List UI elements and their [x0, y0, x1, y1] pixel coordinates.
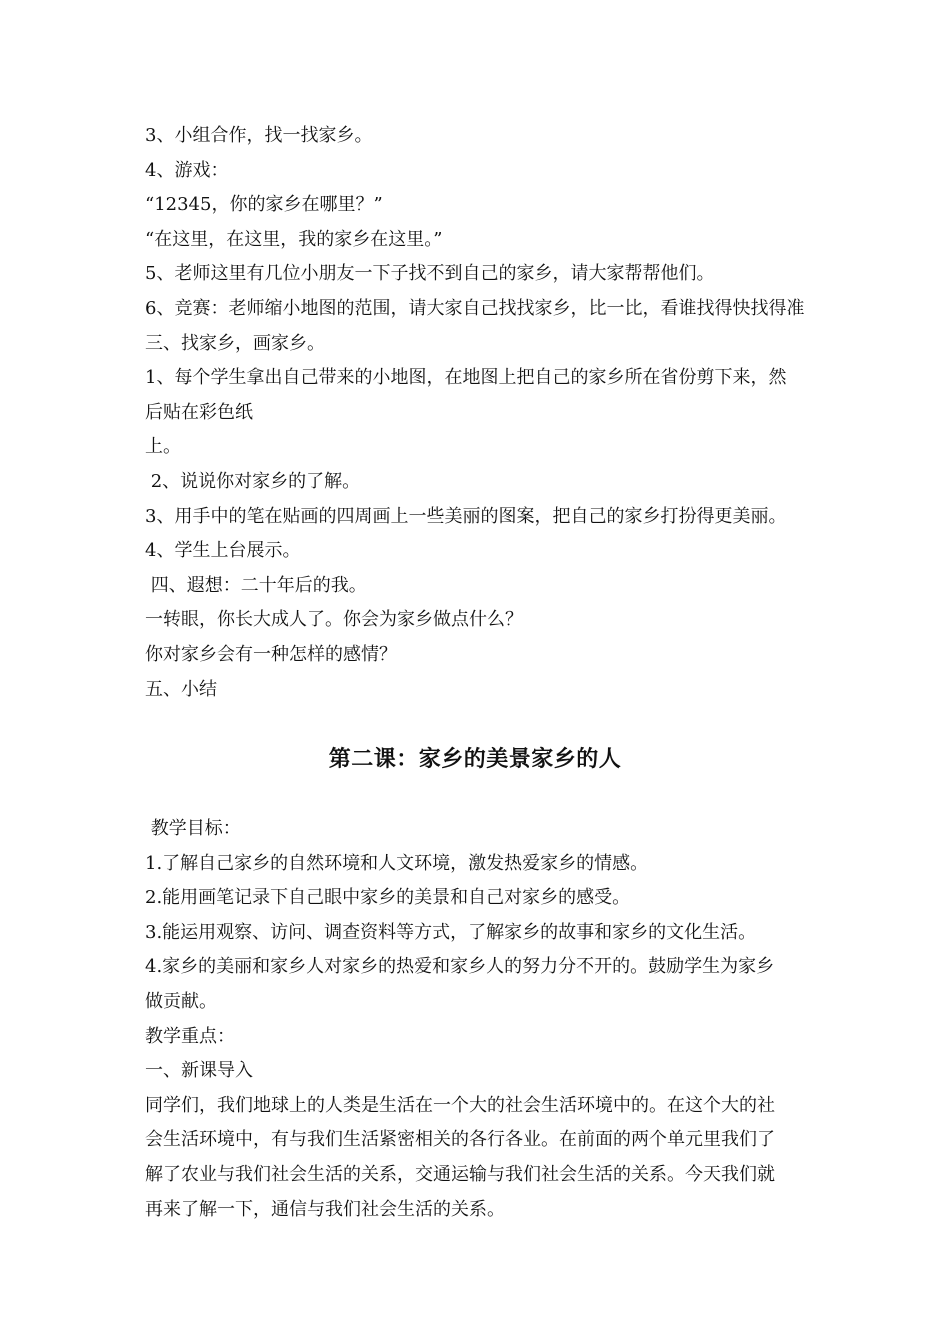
- text-line: 2.能用画笔记录下自己眼中家乡的美景和自己对家乡的感受。: [145, 887, 631, 909]
- text-line: 4、游戏：: [145, 159, 229, 181]
- text-line: 5、老师这里有几位小朋友一下子找不到自己的家乡，请大家帮帮他们。: [145, 263, 715, 285]
- text-line: 做贡献。: [145, 990, 217, 1012]
- heading-line: 教学重点：: [145, 1025, 235, 1047]
- text-line: 1、每个学生拿出自己带来的小地图，在地图上把自己的家乡所在省份剪下来，然: [145, 367, 787, 389]
- text-line: 2、说说你对家乡的了解。: [145, 470, 361, 492]
- heading-line: 四、遐想：二十年后的我。: [145, 574, 367, 596]
- heading-line: 五、小结: [145, 678, 217, 700]
- section-activities: [145, 119, 815, 707]
- text-line: 会生活环境中，有与我们生活紧密相关的各行各业。在前面的两个单元里我们了: [145, 1129, 775, 1151]
- text-line: 解了农业与我们社会生活的关系，交通运输与我们社会生活的关系。今天我们就: [145, 1163, 775, 1185]
- heading-line: 一、新课导入: [145, 1060, 253, 1082]
- section-lesson2: [145, 812, 815, 1227]
- text-line: 3、用手中的笔在贴画的四周画上一些美丽的图案，把自己的家乡打扮得更美丽。: [145, 505, 787, 527]
- text-line: 后贴在彩色纸: [145, 401, 253, 423]
- lesson-title: 第二课：家乡的美景家乡的人: [328, 746, 622, 772]
- heading-line: 三、找家乡，画家乡。: [145, 332, 325, 354]
- heading-line: 教学目标：: [145, 818, 241, 839]
- text-line: 同学们，我们地球上的人类是生活在一个大的社会生活环境中的。在这个大的社: [145, 1094, 775, 1116]
- text-line: 上。: [145, 436, 181, 458]
- text-line: “12345，你的家乡在哪里？”: [145, 194, 383, 216]
- text-line: 再来了解一下，通信与我们社会生活的关系。: [145, 1198, 505, 1220]
- text-line: “在这里，在这里，我的家乡在这里。”: [145, 228, 443, 250]
- text-line: 4、学生上台展示。: [145, 540, 301, 562]
- text-line: 4.家乡的美丽和家乡人对家乡的热爱和家乡人的努力分不开的。鼓励学生为家乡: [145, 956, 775, 978]
- text-line: 6、竞赛：老师缩小地图的范围，请大家自己找找家乡，比一比，看谁找得快找得准: [145, 297, 805, 319]
- text-line: 3.能运用观察、访问、调查资料等方式，了解家乡的故事和家乡的文化生活。: [145, 921, 757, 943]
- text-line: 你对家乡会有一种怎样的感情？: [145, 643, 397, 665]
- text-line: 一转眼，你长大成人了。你会为家乡做点什么？: [145, 609, 523, 631]
- text-line: 3、小组合作，找一找家乡。: [145, 125, 373, 146]
- text-line: 1.了解自己家乡的自然环境和人文环境，激发热爱家乡的情感。: [145, 852, 649, 874]
